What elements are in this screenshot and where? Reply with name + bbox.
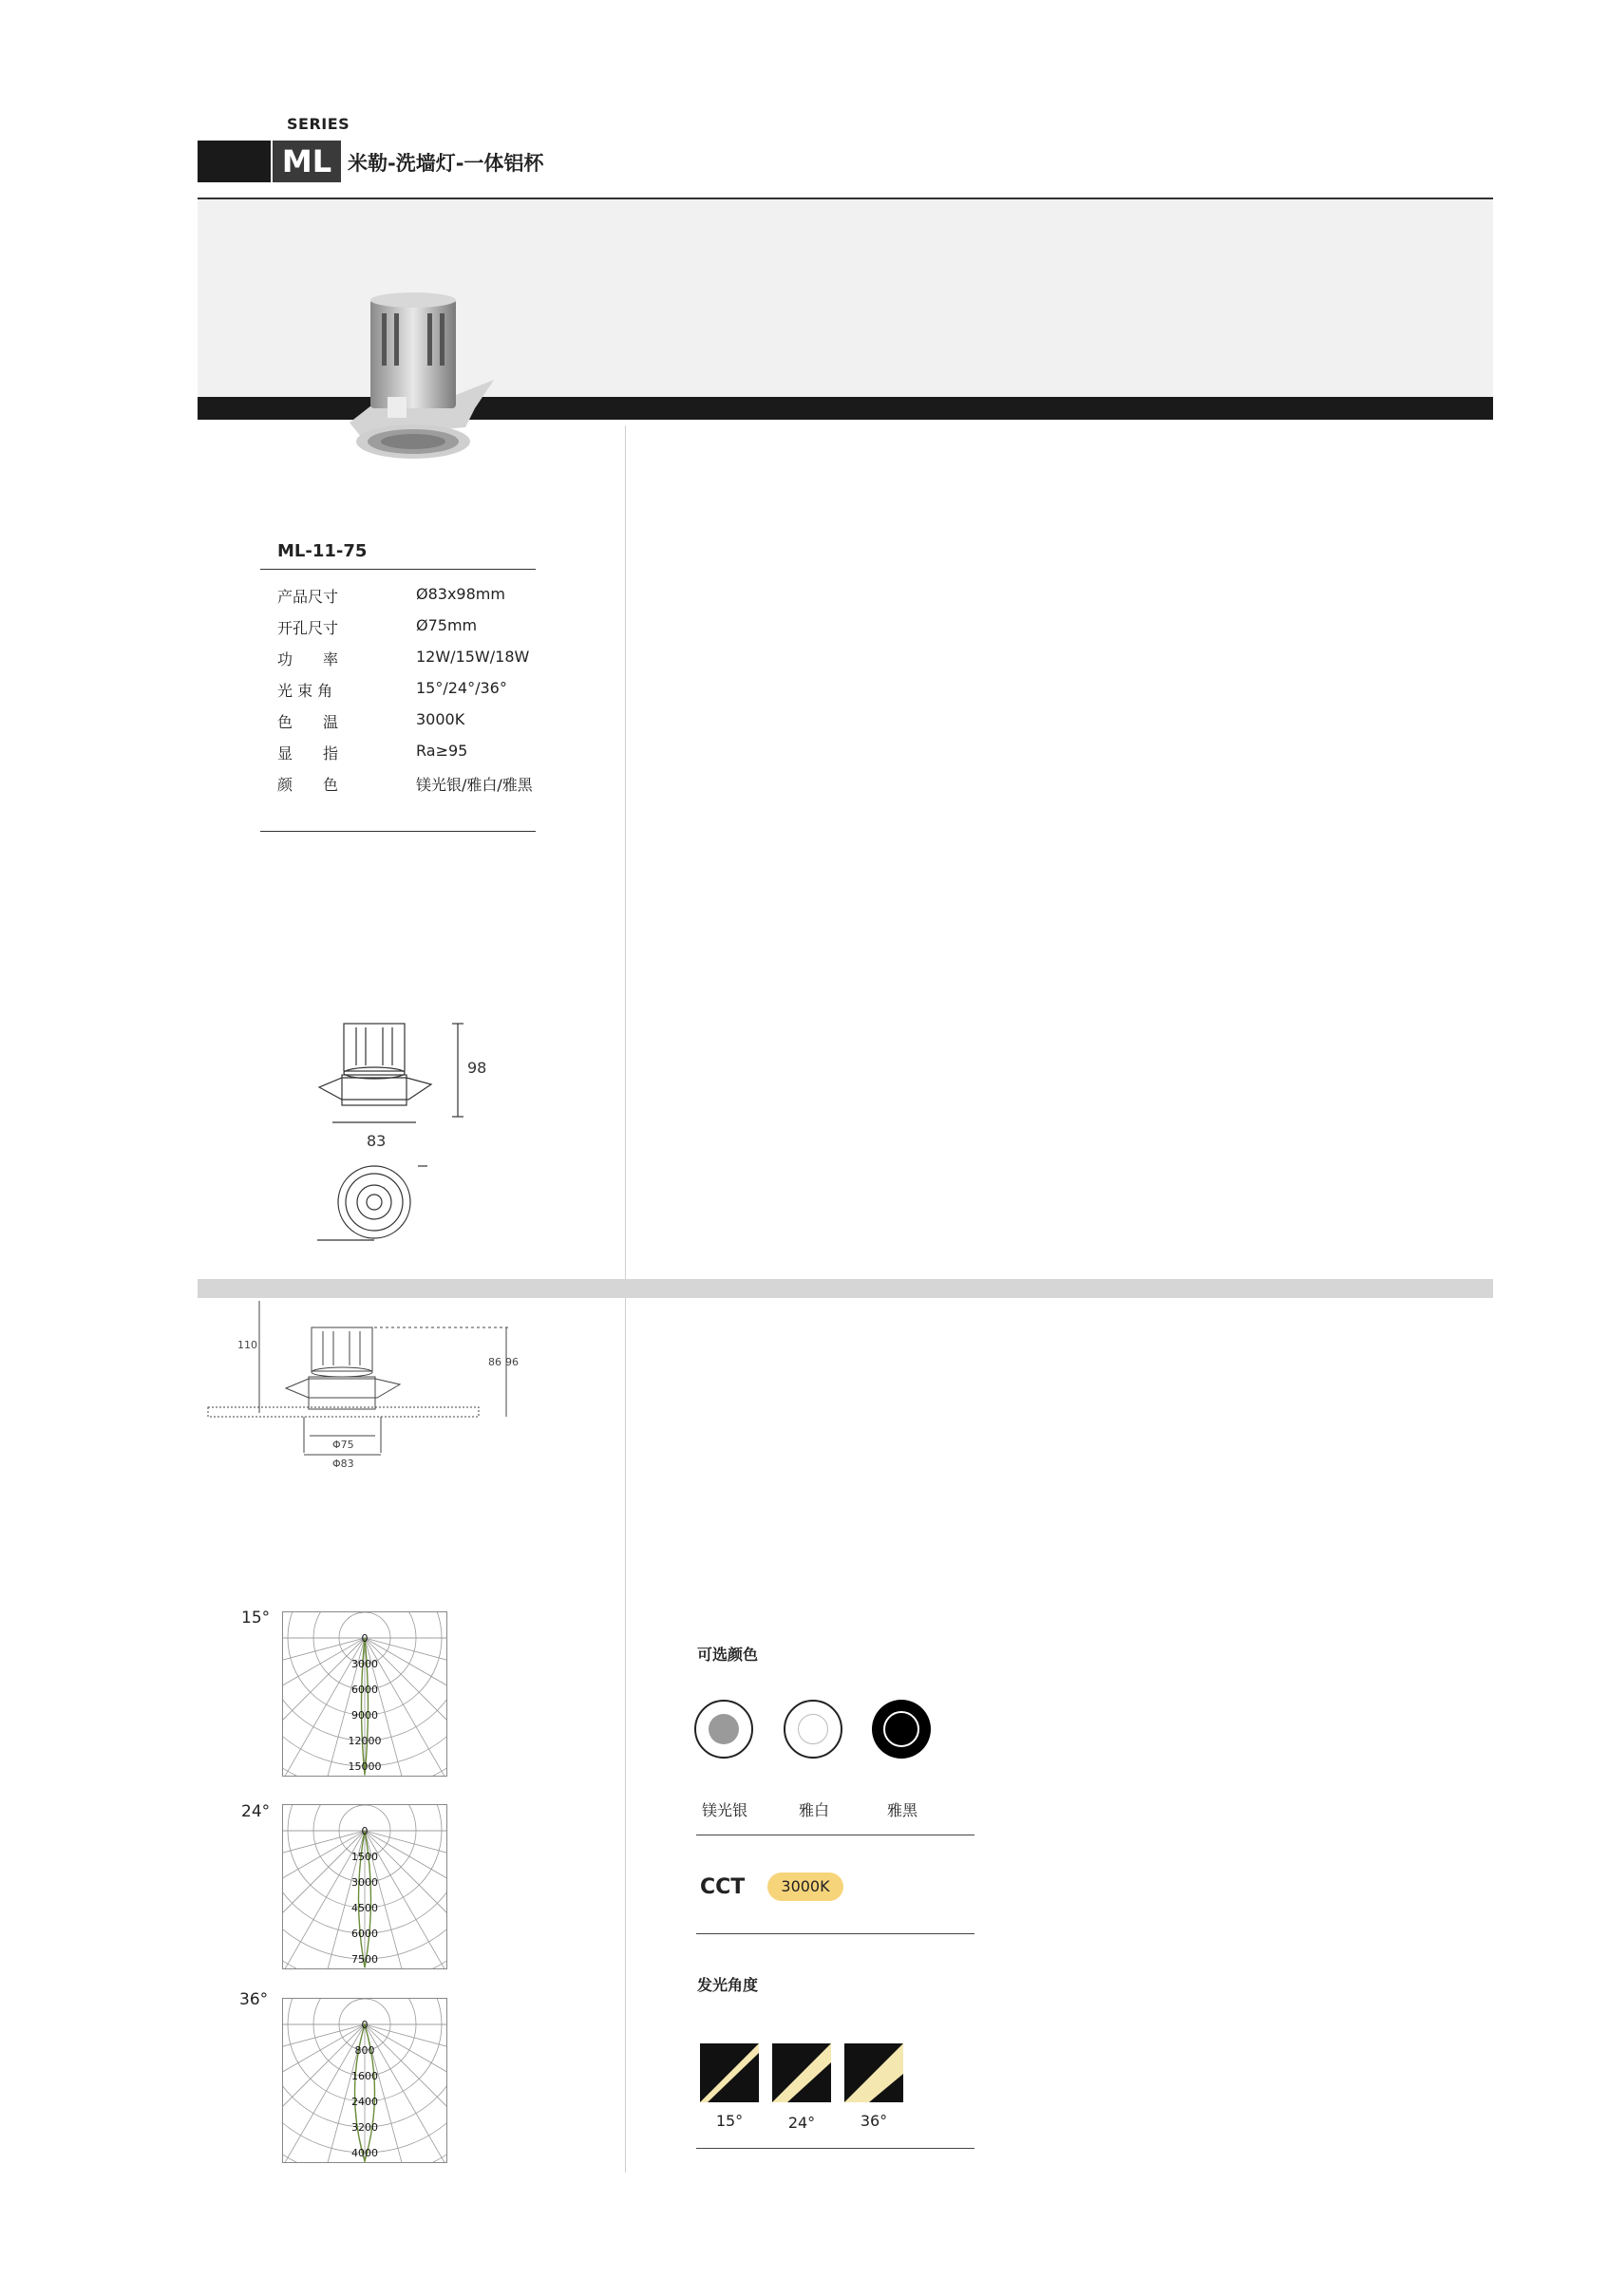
spec-value: Ra≥95 [416,742,468,760]
ring-label: 12000 [348,1735,382,1747]
install-height-1: 86 [488,1356,501,1368]
beam-label: 24° [787,2114,816,2132]
spec-label: 色 温 [277,713,339,731]
spec-value: 12W/15W/18W [416,648,530,666]
dimension-width: 83 [367,1132,387,1150]
ring-label: 1600 [351,2070,378,2082]
ring-label: 800 [354,2044,375,2057]
polar-diagram-24 [282,1804,447,1969]
spec-label: 产品尺寸 [277,588,339,606]
model-rule [260,569,536,570]
ring-label: 15000 [348,1760,382,1773]
ring-label: 6000 [351,1928,378,1940]
ring-label: 3200 [351,2121,378,2134]
beam-icon-24[interactable] [772,2043,831,2102]
color-dot-black [883,1711,919,1747]
install-total-height: 110 [237,1339,257,1351]
ring-label: 0 [361,1825,369,1837]
ring-label: 3000 [351,1876,378,1889]
series-code: ML [271,141,341,182]
outer-diameter: Φ83 [332,1458,354,1470]
ring-label: 3000 [351,1658,378,1670]
install-height-2: 96 [505,1356,519,1368]
color-name: 雅黑 [886,1801,918,1819]
page-title: 米勒-洗墙灯-一体铝杯 [348,152,544,175]
beam-icon-36[interactable] [844,2043,903,2102]
spec-value: 3000K [416,710,465,728]
product-photo [323,285,503,465]
spec-label: 颜 色 [277,776,339,794]
spec-bottom-rule [260,831,536,832]
ring-label: 1500 [351,1851,378,1863]
installation-drawing [204,1301,527,1472]
polar-diagram-15 [282,1611,447,1777]
cct-badge[interactable]: 3000K [767,1873,843,1901]
spec-value: Ø75mm [416,616,478,634]
spec-value: 15°/24°/36° [416,679,507,697]
beam-angle-label: 15° [241,1609,271,1628]
beam-icon-15[interactable] [700,2043,759,2102]
series-label: SERIES [287,115,350,133]
ring-label: 0 [361,2019,369,2031]
color-swatch-silver[interactable] [694,1700,753,1759]
dimension-drawing [313,1016,475,1244]
color-swatch-white[interactable] [784,1700,842,1759]
section-band [198,1279,1493,1298]
colors-title: 可选颜色 [697,1646,759,1664]
polar-diagram-36 [282,1998,447,2163]
dimension-height: 98 [467,1059,487,1077]
beam-title: 发光角度 [697,1976,759,1994]
spec-value: Ø83x98mm [416,585,505,603]
ring-label: 0 [361,1632,369,1645]
column-divider [625,425,626,2173]
ring-label: 4500 [351,1902,378,1914]
color-swatch-black[interactable] [872,1700,931,1759]
ring-label: 4000 [351,2147,378,2159]
color-dot-white [798,1714,828,1744]
ring-label: 6000 [351,1684,378,1696]
options-rule [696,1933,974,1934]
options-rule [696,2148,974,2149]
color-name: 镁光银 [701,1801,747,1819]
spec-label: 显 指 [277,744,339,762]
cutout-diameter: Φ75 [332,1439,354,1451]
spec-label: 开孔尺寸 [277,619,339,637]
color-dot-silver [709,1714,739,1744]
spec-label: 功 率 [277,650,339,668]
beam-label: 15° [715,2112,744,2130]
color-name: 雅白 [798,1801,829,1819]
cct-label: CCT [700,1875,746,1899]
spec-label: 光 束 角 [277,682,333,700]
beam-angle-label: 24° [241,1802,271,1821]
beam-angle-label: 36° [239,1990,269,2009]
ring-label: 7500 [351,1953,378,1966]
beam-label: 36° [860,2112,888,2130]
model-number: ML-11-75 [277,541,368,561]
spec-value: 镁光银/雅白/雅黑 [416,776,533,794]
ring-label: 2400 [351,2096,378,2108]
ring-label: 9000 [351,1709,378,1722]
